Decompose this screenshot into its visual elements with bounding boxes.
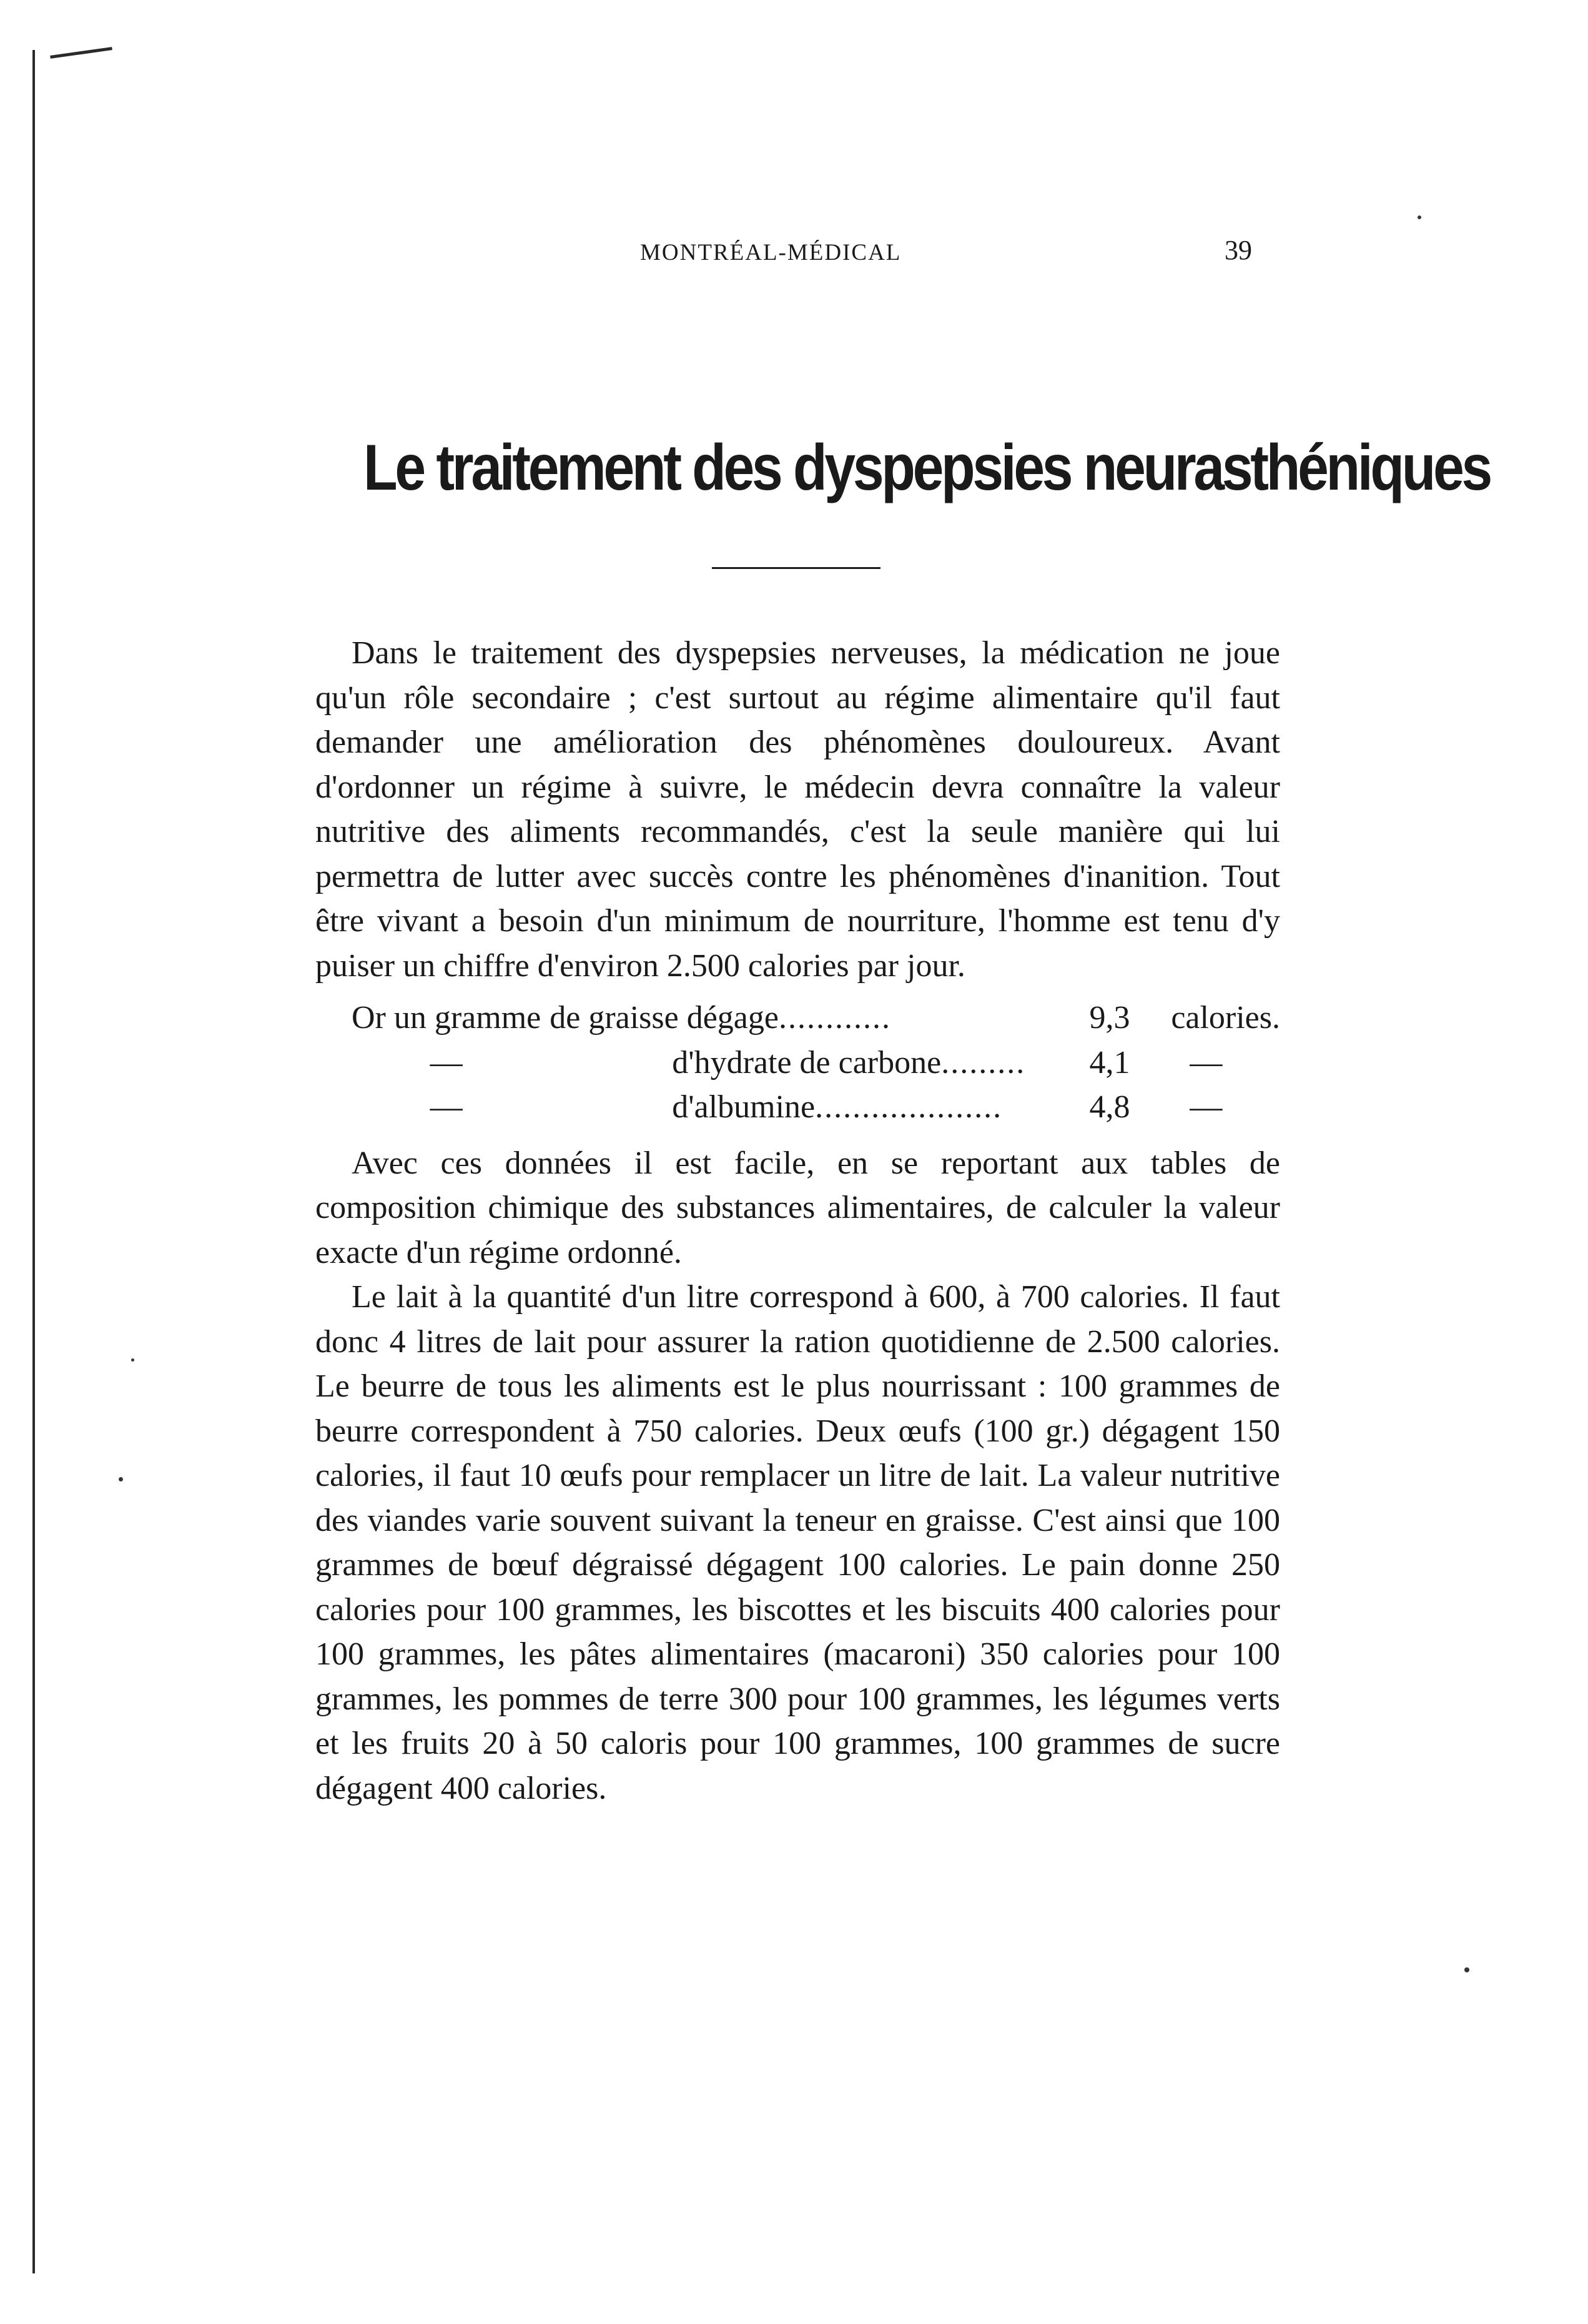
row-item-label: d'albumine bbox=[672, 1089, 816, 1125]
article-body bbox=[315, 631, 1280, 1811]
row-item bbox=[541, 1085, 1089, 1130]
row-value: 9,3 bbox=[1089, 1000, 1130, 1036]
running-header bbox=[315, 234, 1277, 272]
journal-title: MONTRÉAL-MÉDICAL bbox=[640, 240, 902, 265]
row-item-label: d'hydrate de carbone bbox=[672, 1044, 942, 1080]
paragraph-data-usage: Avec ces données il est facile, en se reportant aux tables de composition chimique des substances alimentaires, de calculer la valeur exacte d'un régime ordonné. bbox=[315, 1145, 1280, 1270]
row-item bbox=[541, 1041, 1089, 1085]
paragraph-intro: Dans le traitement des dyspepsies nerveuses, la médication ne joue qu'un rôle secondaire ; c'est surtout au régime alimentaire qu'il faut demander une amélioration des phénomènes douloureux. Avant d'ordonner un régime à suivre, le médecin devra connaître la valeur nutritive des aliments recommandés, c'est la seule manière qui lui permettra de lutter avec succès contre les phénomènes d'inanition. Tout être vivant a besoin d'un minimum de nourriture, l'homme est tenu d'y puiser un chiffre d'environ 2.500 calories par jour. bbox=[315, 635, 1280, 984]
title-divider bbox=[712, 567, 880, 569]
scan-speck bbox=[131, 1358, 134, 1362]
calorie-row-albumin bbox=[315, 1085, 1280, 1130]
scan-binding-edge bbox=[32, 50, 35, 2273]
row-unit: — bbox=[1190, 1044, 1223, 1080]
calorie-table bbox=[315, 996, 1280, 1130]
row-leader-dots: ............ bbox=[778, 1000, 891, 1036]
row-lead: — bbox=[430, 1089, 463, 1125]
row-item bbox=[541, 996, 1089, 1041]
scan-speck bbox=[1418, 215, 1421, 219]
scan-corner-mark bbox=[50, 47, 112, 59]
row-lead: Or un gramme bbox=[352, 1000, 541, 1036]
calorie-row-fat bbox=[315, 996, 1280, 1041]
page-number: 39 bbox=[1225, 235, 1252, 265]
row-unit: calories. bbox=[1171, 1000, 1280, 1036]
row-value: 4,8 bbox=[1089, 1089, 1130, 1125]
calorie-row-carbohydrate bbox=[315, 1041, 1280, 1085]
row-value: 4,1 bbox=[1089, 1044, 1130, 1080]
row-item-label: de graisse dégage bbox=[550, 1000, 779, 1036]
scan-speck bbox=[1464, 1967, 1469, 1972]
row-unit: — bbox=[1190, 1089, 1223, 1125]
row-leader-dots: .................... bbox=[815, 1089, 1003, 1125]
row-leader-dots: ......... bbox=[941, 1044, 1026, 1080]
row-lead: — bbox=[430, 1044, 463, 1080]
scan-speck bbox=[119, 1477, 123, 1481]
paragraph-food-values: Le lait à la quantité d'un litre correspond à 600, à 700 calories. Il faut donc 4 litres de lait pour assurer la ration quotidienne de 2.500 calories. Le beurre de tous les aliments est le plus nourrissant : 100 grammes de beurre correspondent à 750 calories. Deux œufs (100 gr.) dégagent 150 calories, il faut 10 œufs pour remplacer un litre de lait. La valeur nutritive des viandes varie souvent suivant la teneur en graisse. C'est ainsi que 100 grammes de bœuf dégraissé dégagent 100 calories. Le pain donne 250 calories pour 100 grammes, les biscottes et les biscuits 400 calories pour 100 grammes, les pâtes alimentaires (macaroni) 350 calories pour 100 grammes, les pommes de terre 300 pour 100 grammes, les légumes verts et les fruits 20 à 50 caloris pour 100 grammes, 100 grammes de sucre dégagent 400 calories. bbox=[315, 1279, 1280, 1806]
article-title: Le traitement des dyspepsies neurasthéniques bbox=[363, 432, 1490, 504]
